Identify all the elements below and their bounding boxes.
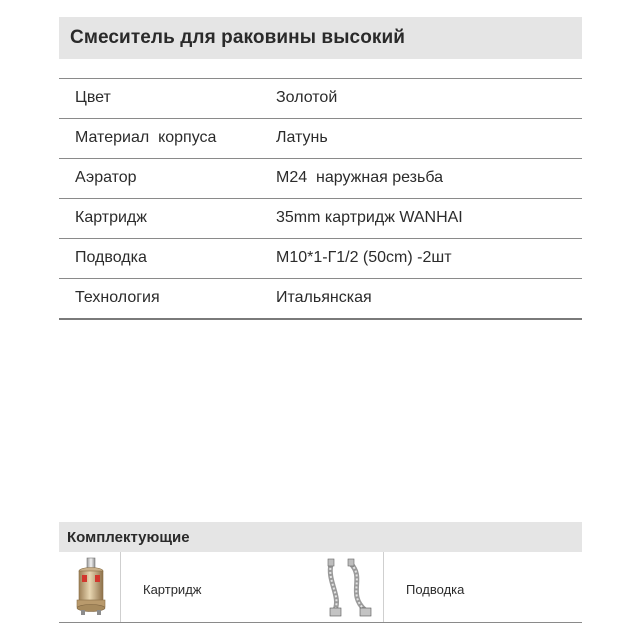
spec-value: Итальянская <box>276 289 372 306</box>
spec-table <box>59 78 582 320</box>
spec-label: Технология <box>75 289 160 306</box>
spec-value: M24 наружная резьба <box>276 169 444 186</box>
braided-hose-icon <box>321 556 381 618</box>
component-label-cartridge: Картридж <box>143 582 202 597</box>
spec-row-aerator <box>59 159 582 199</box>
cartridge-icon <box>63 556 119 618</box>
spec-row-hose <box>59 239 582 279</box>
components-header <box>59 522 582 552</box>
spec-label: Аэратор <box>75 169 137 186</box>
spec-label: Картридж <box>75 209 147 226</box>
spec-row-material <box>59 119 582 159</box>
component-divider <box>383 552 384 622</box>
spec-row-cartridge <box>59 199 582 239</box>
component-label-hose: Подводка <box>406 582 465 597</box>
spec-value: M10*1-Г1/2 (50cm) -2шт <box>276 249 452 266</box>
spec-row-color <box>59 78 582 119</box>
components-title: Комплектующие <box>67 528 190 546</box>
spec-value: Золотой <box>276 89 338 106</box>
spec-label: Подводка <box>75 249 147 266</box>
page-title: Смеситель для раковины высокий <box>70 27 406 48</box>
spec-row-technology <box>59 279 582 320</box>
title-bar <box>59 17 582 59</box>
spec-label: Материал корпуса <box>75 129 217 146</box>
spec-value: 35mm картридж WANHAI <box>276 209 463 226</box>
spec-value: Латунь <box>276 129 328 146</box>
components-row <box>59 552 582 623</box>
spec-label: Цвет <box>75 89 111 106</box>
component-divider <box>120 552 121 622</box>
